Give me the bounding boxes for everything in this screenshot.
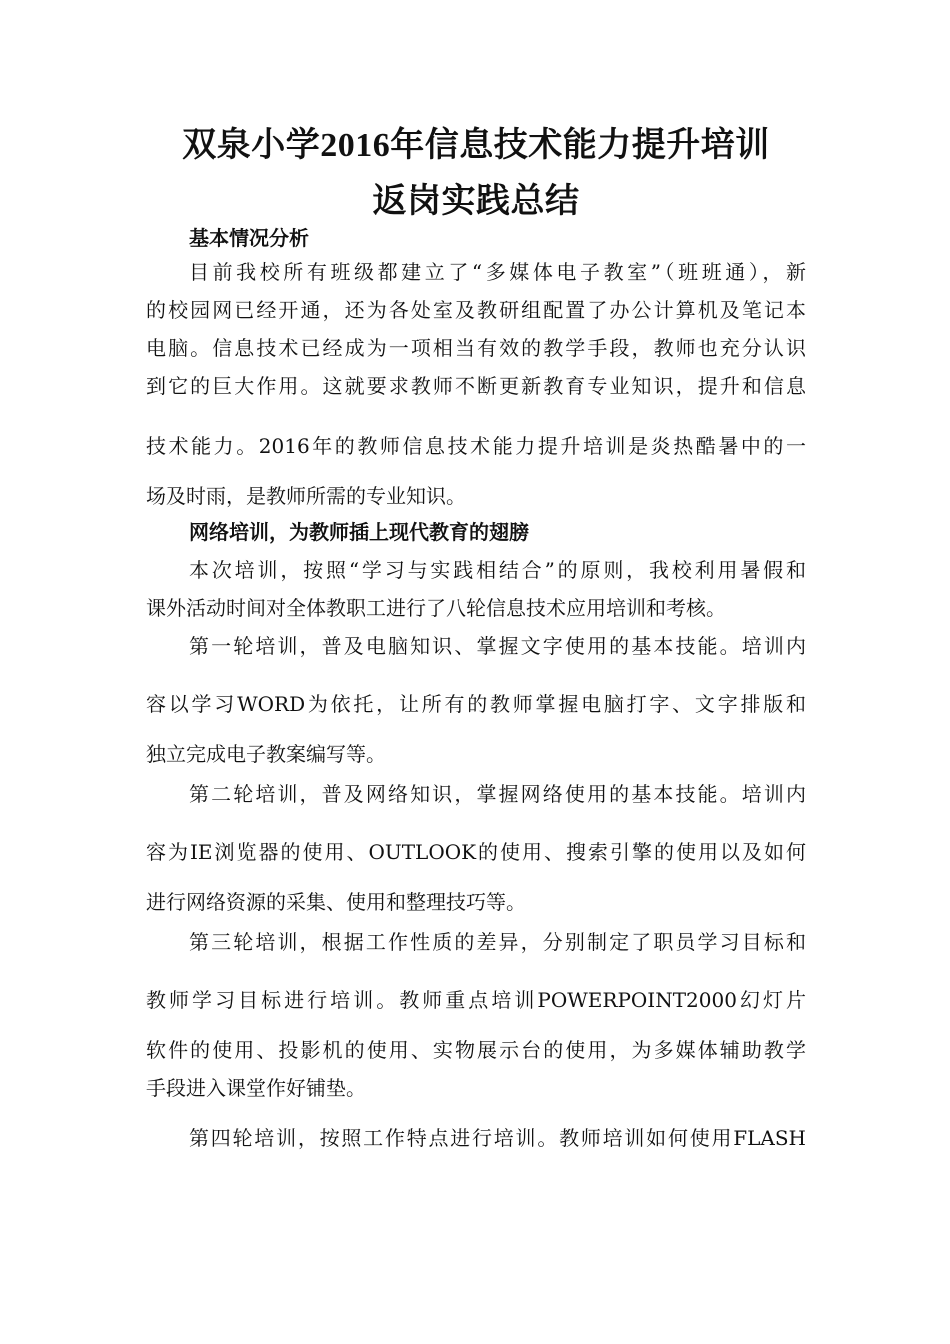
body-line: 第四轮培训，按照工作特点进行培训。教师培训如何使用FLASH <box>189 1126 806 1150</box>
body-line: 第一轮培训，普及电脑知识、掌握文字使用的基本技能。培训内 <box>189 634 806 658</box>
body-line: 进行网络资源的采集、使用和整理技巧等。 <box>146 890 526 914</box>
section-heading-basic-analysis: 基本情况分析 <box>189 226 309 250</box>
body-line: 技术能力。2016年的教师信息技术能力提升培训是炎热酷暑中的一 <box>146 434 806 458</box>
body-line: 容以学习WORD为依托，让所有的教师掌握电脑打字、文字排版和 <box>146 692 806 716</box>
body-line: 课外活动时间对全体教职工进行了八轮信息技术应用培训和考核。 <box>146 596 726 620</box>
body-line: 手段进入课堂作好铺垫。 <box>146 1076 366 1100</box>
body-line: 到它的巨大作用。这就要求教师不断更新教育专业知识，提升和信息 <box>146 374 806 398</box>
body-line: 第三轮培训，根据工作性质的差异，分别制定了职员学习目标和 <box>189 930 806 954</box>
body-line: 场及时雨，是教师所需的专业知识。 <box>146 484 466 508</box>
body-line: 独立完成电子教案编写等。 <box>146 742 386 766</box>
body-line: 第二轮培训，普及网络知识，掌握网络使用的基本技能。培训内 <box>189 782 806 806</box>
body-line: 软件的使用、投影机的使用、实物展示台的使用，为多媒体辅助教学 <box>146 1038 806 1062</box>
body-line: 本次培训，按照“学习与实践相结合”的原则，我校利用暑假和 <box>189 558 806 582</box>
body-line: 教师学习目标进行培训。教师重点培训POWERPOINT2000幻灯片 <box>146 988 806 1012</box>
document-title-line-2: 返岗实践总结 <box>372 183 580 220</box>
section-heading-network-training: 网络培训，为教师插上现代教育的翅膀 <box>189 520 529 544</box>
body-line: 目前我校所有班级都建立了“多媒体电子教室”（班班通），新 <box>189 260 806 284</box>
document-title-line-1: 双泉小学2016年信息技术能力提升培训 <box>182 127 770 164</box>
body-line: 容为IE浏览器的使用、OUTLOOK的使用、搜索引擎的使用以及如何 <box>146 840 806 864</box>
body-line: 的校园网已经开通，还为各处室及教研组配置了办公计算机及笔记本 <box>146 298 806 322</box>
body-line: 电脑。信息技术已经成为一项相当有效的教学手段，教师也充分认识 <box>146 336 806 360</box>
